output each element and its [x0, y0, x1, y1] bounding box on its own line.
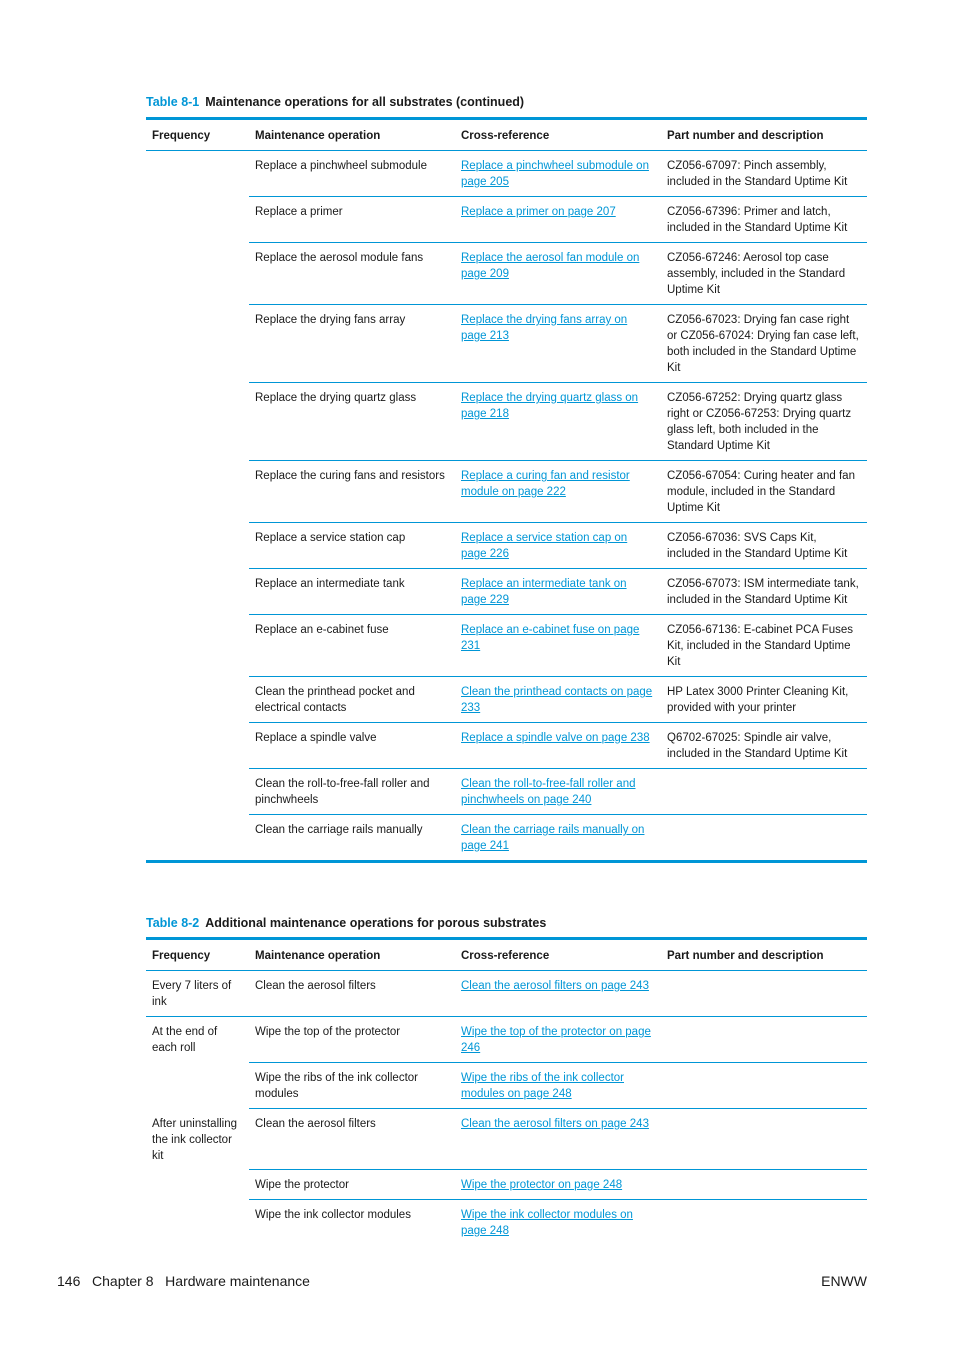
cross-reference-link[interactable]: Replace the aerosol fan module on page 209 — [461, 252, 640, 280]
cell-frequency — [146, 523, 249, 569]
cell-frequency — [146, 151, 249, 197]
cross-reference-link[interactable]: Replace a service station cap on page 226 — [461, 532, 628, 560]
cell-frequency — [146, 1170, 249, 1200]
footer-page-chapter: 146 Chapter 8 Hardware maintenance — [57, 1273, 310, 1289]
cross-reference-link[interactable]: Clean the printhead contacts on page 233 — [461, 686, 653, 714]
cross-reference-link[interactable]: Replace a primer on page 207 — [461, 206, 616, 218]
cross-reference-link[interactable]: Wipe the ink collector modules on page 248 — [461, 1209, 633, 1237]
cell-cross-reference — [455, 1017, 661, 1063]
cell-part-number — [661, 1200, 867, 1246]
table-row — [146, 677, 867, 723]
table-row — [146, 615, 867, 677]
cell-cross-reference — [455, 569, 661, 615]
cross-reference-link[interactable]: Clean the roll-to-free-fall roller and pinchwheels on page 240 — [461, 778, 636, 806]
table-row — [146, 1170, 867, 1200]
cell-cross-reference — [455, 971, 661, 1017]
cell-part-number — [661, 1063, 867, 1109]
cell-operation: Replace an intermediate tank — [249, 569, 455, 615]
cell-operation: Clean the roll-to-free-fall roller and pinchwheels — [249, 769, 455, 815]
cell-frequency — [146, 769, 249, 815]
table-row — [146, 1063, 867, 1109]
cell-cross-reference — [455, 769, 661, 815]
cell-part-number: CZ056-67073: ISM intermediate tank, included in the Standard Uptime Kit — [661, 569, 867, 615]
header-operation: Maintenance operation — [249, 939, 455, 971]
cell-operation: Wipe the ink collector modules — [255, 1209, 411, 1221]
table-2-caption — [146, 916, 546, 930]
cell-frequency — [146, 677, 249, 723]
table-1-caption — [146, 95, 524, 109]
table-row — [146, 769, 867, 815]
cell-cross-reference — [455, 1063, 661, 1109]
cell-cross-reference — [455, 1200, 661, 1246]
cell-operation: Replace the drying quartz glass — [249, 383, 455, 461]
cell-operation: Clean the carriage rails manually — [255, 824, 423, 836]
footer-locale: ENWW — [821, 1273, 867, 1289]
cell-cross-reference — [455, 197, 661, 243]
cell-part-number: CZ056-67097: Pinch assembly, included in the Standard Uptime Kit — [661, 151, 867, 197]
cell-frequency — [146, 723, 249, 769]
header-cross-reference: Cross-reference — [455, 939, 661, 971]
cell-part-number: HP Latex 3000 Printer Cleaning Kit, provided with your printer — [661, 677, 867, 723]
table-1-title: Maintenance operations for all substrates (continued) — [205, 95, 525, 109]
cross-reference-link[interactable]: Clean the aerosol filters on page 243 — [461, 1118, 649, 1130]
cell-operation: Replace the curing fans and resistors — [249, 461, 455, 523]
cross-reference-link[interactable]: Wipe the top of the protector on page 246 — [461, 1026, 651, 1054]
cross-reference-link[interactable]: Replace the drying fans array on page 213 — [461, 314, 628, 342]
table-row — [146, 569, 867, 615]
table-header-row — [146, 119, 867, 151]
cell-frequency — [146, 243, 249, 305]
cell-frequency — [146, 615, 249, 677]
table-row — [146, 1109, 867, 1170]
cell-part-number: CZ056-67252: Drying quartz glass right or CZ056-67253: Drying quartz glass left, both included in the Standard Uptime Kit — [661, 383, 867, 461]
cell-part-number — [661, 769, 867, 815]
cell-cross-reference — [455, 815, 661, 862]
header-part-number: Part number and description — [661, 119, 867, 151]
cell-part-number: CZ056-67054: Curing heater and fan module, included in the Standard Uptime Kit — [661, 461, 867, 523]
table-row — [146, 383, 867, 461]
cell-part-number: Q6702-67025: Spindle air valve, included in the Standard Uptime Kit — [661, 723, 867, 769]
cell-part-number: CZ056-67246: Aerosol top case assembly, included in the Standard Uptime Kit — [661, 243, 867, 305]
cell-part-number — [661, 1017, 867, 1063]
cell-frequency — [146, 569, 249, 615]
table-1-number: Table 8-1 — [146, 95, 200, 109]
header-part-number: Part number and description — [661, 939, 867, 971]
table-header-row — [146, 939, 867, 971]
table-row — [146, 243, 867, 305]
table-row — [146, 723, 867, 769]
cell-operation: Replace the drying fans array — [249, 305, 455, 383]
cell-part-number: CZ056-67136: E-cabinet PCA Fuses Kit, included in the Standard Uptime Kit — [661, 615, 867, 677]
cell-cross-reference — [455, 523, 661, 569]
cell-frequency — [146, 815, 249, 862]
cell-frequency — [146, 1063, 249, 1109]
cell-cross-reference — [455, 461, 661, 523]
cell-operation: Replace a primer — [249, 197, 455, 243]
table-row — [146, 971, 867, 1017]
cell-frequency — [146, 461, 249, 523]
cell-operation: Replace a pinchwheel submodule — [249, 151, 455, 197]
cell-cross-reference — [455, 723, 661, 769]
cross-reference-link[interactable]: Wipe the protector on page 248 — [461, 1179, 623, 1191]
table-row — [146, 815, 867, 862]
cell-part-number: CZ056-67396: Primer and latch, included in the Standard Uptime Kit — [661, 197, 867, 243]
cell-cross-reference — [455, 151, 661, 197]
table-row — [146, 197, 867, 243]
cross-reference-link[interactable]: Clean the aerosol filters on page 243 — [461, 980, 649, 992]
cell-part-number — [661, 1109, 867, 1170]
cell-frequency — [146, 197, 249, 243]
cell-part-number — [661, 1170, 867, 1200]
table-row — [146, 1017, 867, 1063]
cell-operation: Clean the aerosol filters — [249, 1109, 455, 1170]
table-row — [146, 305, 867, 383]
cross-reference-link[interactable]: Replace a pinchwheel submodule on page 205 — [461, 160, 649, 188]
cell-operation: Clean the aerosol filters — [249, 971, 455, 1017]
table-row — [146, 151, 867, 197]
cell-cross-reference — [455, 1109, 661, 1170]
header-operation: Maintenance operation — [249, 119, 455, 151]
cross-reference-link[interactable]: Replace an intermediate tank on page 229 — [461, 578, 627, 606]
maintenance-table-all-substrates — [146, 117, 867, 863]
header-frequency: Frequency — [146, 119, 249, 151]
cell-frequency: At the end of each roll — [152, 1026, 218, 1054]
cross-reference-link[interactable]: Replace an e-cabinet fuse on page 231 — [461, 624, 640, 652]
cell-frequency — [146, 383, 249, 461]
cell-operation: Replace the aerosol module fans — [249, 243, 455, 305]
maintenance-table-porous-substrates — [146, 937, 867, 1245]
cell-frequency — [146, 305, 249, 383]
table-2-title: Additional maintenance operations for porous substrates — [205, 916, 547, 930]
cross-reference-link[interactable]: Replace a spindle valve on page 238 — [461, 732, 650, 744]
header-frequency: Frequency — [146, 939, 249, 971]
table-2-number: Table 8-2 — [146, 916, 200, 930]
table-row — [146, 461, 867, 523]
cross-reference-link[interactable]: Replace a curing fan and resistor module on page 222 — [461, 470, 630, 498]
cell-part-number: CZ056-67023: Drying fan case right or CZ056-67024: Drying fan case left, both included in the Standard Uptime Kit — [661, 305, 867, 383]
cross-reference-link[interactable]: Replace the drying quartz glass on page 218 — [461, 392, 639, 420]
header-cross-reference: Cross-reference — [455, 119, 661, 151]
cross-reference-link[interactable]: Clean the carriage rails manually on page 241 — [461, 824, 645, 852]
cell-operation: Wipe the ribs of the ink collector modules — [249, 1063, 455, 1109]
cell-cross-reference — [455, 243, 661, 305]
cell-operation: Wipe the top of the protector — [249, 1017, 455, 1063]
cell-cross-reference — [455, 615, 661, 677]
cross-reference-link[interactable]: Wipe the ribs of the ink collector modules on page 248 — [461, 1072, 624, 1100]
cell-cross-reference — [455, 677, 661, 723]
cell-operation: Replace a service station cap — [249, 523, 455, 569]
cell-cross-reference — [455, 383, 661, 461]
cell-part-number — [661, 971, 867, 1017]
cell-frequency — [146, 1200, 249, 1246]
cell-operation: Clean the printhead pocket and electrical contacts — [249, 677, 455, 723]
cell-part-number: CZ056-67036: SVS Caps Kit, included in the Standard Uptime Kit — [661, 523, 867, 569]
cell-frequency: After uninstalling the ink collector kit — [152, 1117, 238, 1162]
cell-cross-reference — [455, 305, 661, 383]
cell-cross-reference — [455, 1170, 661, 1200]
cell-operation: Replace an e-cabinet fuse — [249, 615, 455, 677]
cell-operation: Replace a spindle valve — [249, 723, 455, 769]
table-row — [146, 523, 867, 569]
cell-frequency: Every 7 liters of ink — [146, 971, 249, 1017]
table-row — [146, 1200, 867, 1246]
cell-part-number — [661, 815, 867, 862]
cell-operation: Wipe the protector — [249, 1170, 455, 1200]
